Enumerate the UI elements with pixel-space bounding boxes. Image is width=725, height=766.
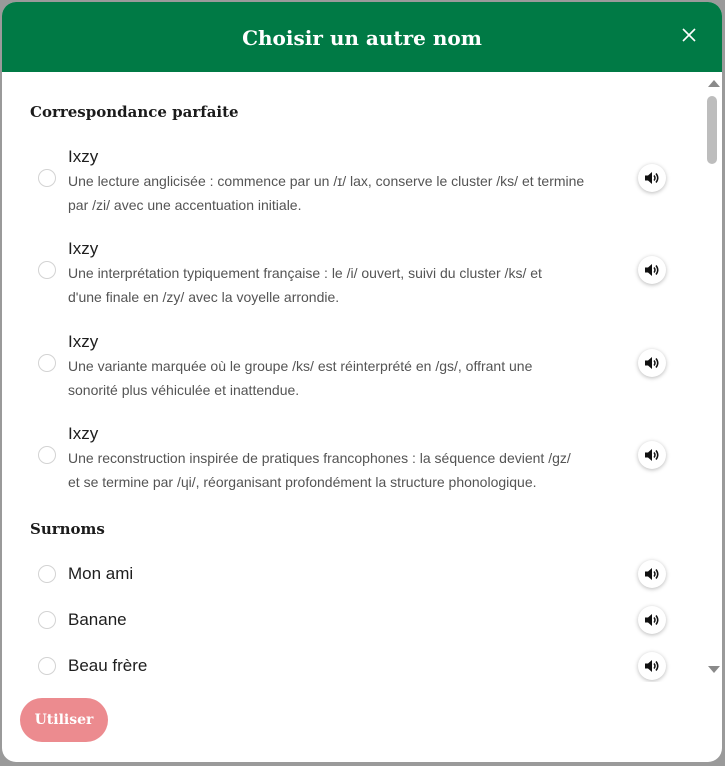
name-option: Ixzy: [68, 239, 99, 258]
close-icon[interactable]: [680, 26, 698, 44]
speaker-button[interactable]: [638, 349, 666, 377]
speaker-icon: [644, 356, 660, 370]
speaker-icon: [644, 448, 660, 462]
speaker-icon: [644, 659, 660, 673]
speaker-button[interactable]: [638, 606, 666, 634]
name-description: Une interprétation typiquement française : le /i/ ouvert, suivi du cluster /ks/ et d'une finale en /zy/ avec la voyelle arrondie.: [68, 265, 542, 305]
dialog-header: [2, 2, 722, 72]
name-description: Une reconstruction inspirée de pratiques francophones : la séquence devient /gz/ et se termine par /ɥi/, réorganisant profondément la structure phonologique.: [68, 450, 571, 490]
section-title-nicknames: Surnoms: [30, 520, 105, 538]
radio-button[interactable]: [38, 611, 56, 629]
nickname-option: Mon ami: [68, 564, 134, 583]
dialog-content: [2, 72, 702, 682]
radio-button[interactable]: [38, 261, 56, 279]
scrollbar-thumb[interactable]: [707, 96, 717, 164]
name-description: Une variante marquée où le groupe /ks/ est réinterprété en /gs/, offrant une sonorité plus véhiculée et inattendue.: [68, 358, 533, 398]
speaker-button[interactable]: [638, 441, 666, 469]
speaker-icon: [644, 567, 660, 581]
speaker-icon: [644, 613, 660, 627]
name-option: Ixzy: [68, 147, 99, 166]
name-description: Une lecture anglicisée : commence par un /ɪ/ lax, conserve le cluster /ks/ et termine par /zi/ avec une accentuation initiale.: [68, 173, 585, 213]
radio-button[interactable]: [38, 565, 56, 583]
speaker-icon: [644, 263, 660, 277]
speaker-button[interactable]: [638, 652, 666, 680]
dialog-title: Choisir un autre nom: [242, 26, 482, 50]
radio-button[interactable]: [38, 446, 56, 464]
nickname-option: Beau frère: [68, 656, 148, 675]
speaker-button[interactable]: [638, 256, 666, 284]
radio-button[interactable]: [38, 354, 56, 372]
scrollbar[interactable]: [704, 76, 722, 682]
scroll-down-arrow-icon[interactable]: [708, 666, 720, 673]
rename-dialog: [2, 2, 722, 762]
name-option: Ixzy: [68, 424, 99, 443]
nickname-option: Banane: [68, 610, 127, 629]
speaker-icon: [644, 171, 660, 185]
section-title-perfect-match: Correspondance parfaite: [30, 103, 239, 121]
speaker-button[interactable]: [638, 164, 666, 192]
scroll-up-arrow-icon[interactable]: [708, 80, 720, 87]
speaker-button[interactable]: [638, 560, 666, 588]
name-option: Ixzy: [68, 332, 99, 351]
radio-button[interactable]: [38, 169, 56, 187]
radio-button[interactable]: [38, 657, 56, 675]
use-button[interactable]: Utiliser: [20, 698, 108, 742]
